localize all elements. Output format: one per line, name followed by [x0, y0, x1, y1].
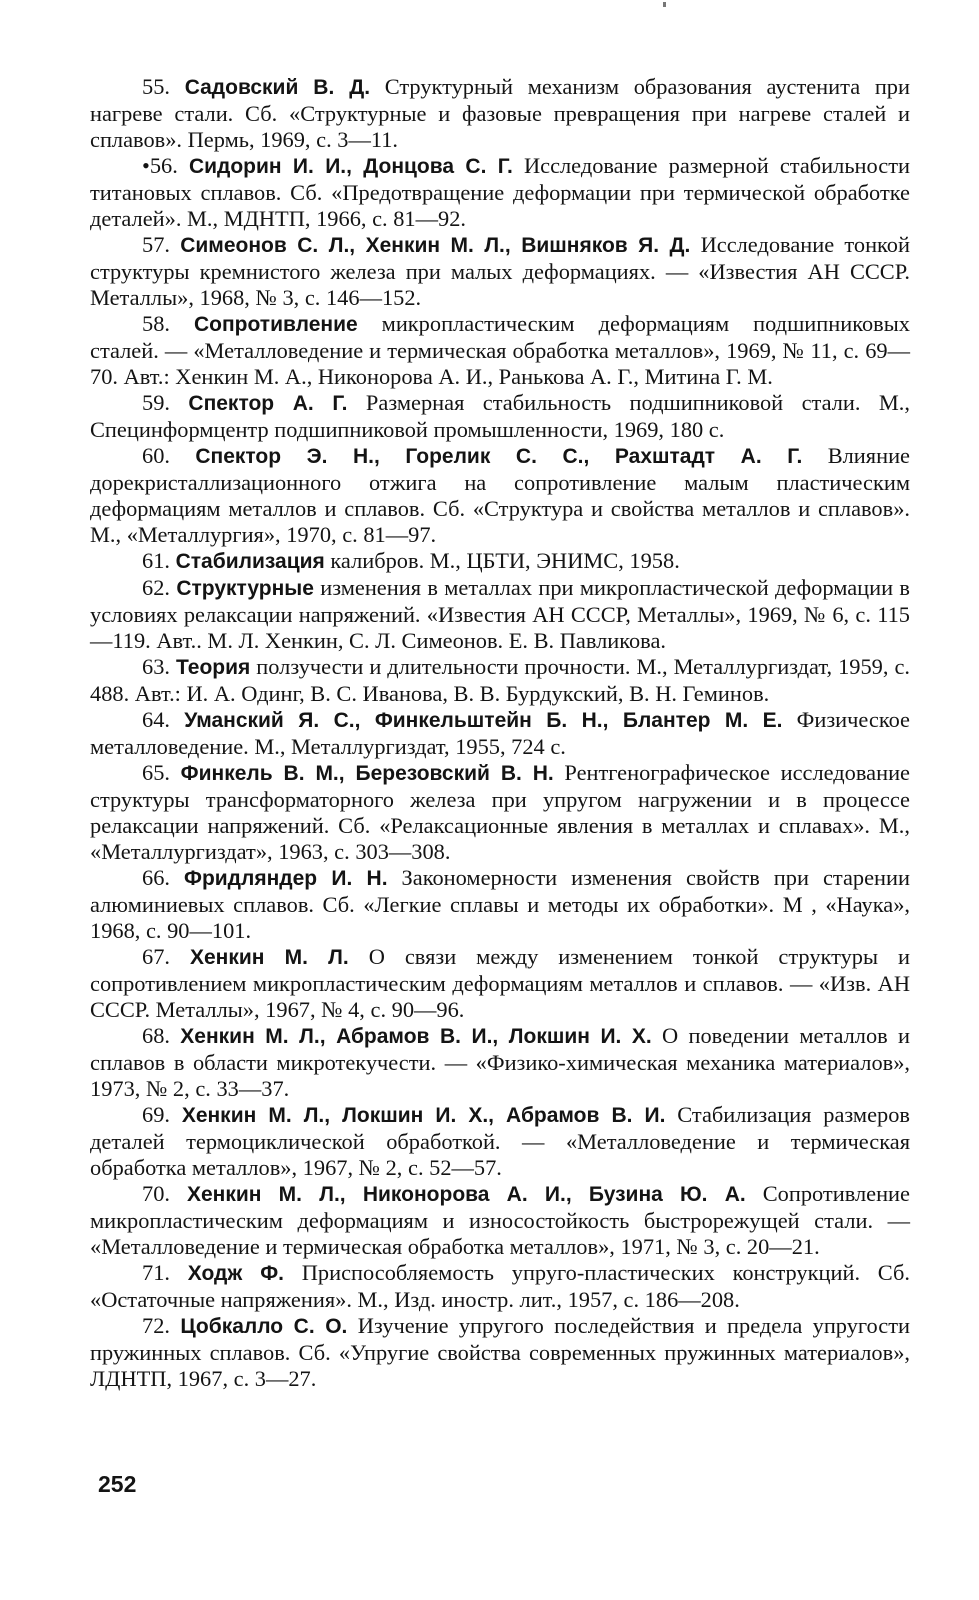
reference-entry [90, 575, 910, 654]
reference-entry [90, 1260, 910, 1313]
reference-list [90, 74, 910, 1392]
reference-entry [90, 760, 910, 865]
scan-speck [663, 2, 666, 7]
reference-author: Стабилизация [175, 550, 325, 573]
reference-entry [90, 1181, 910, 1260]
reference-text: Приспособляемость упруго-пластических конструкций. Сб. «Остаточные напряжения». М., Изд. иностр. лит., 1957, с. 186—208. [90, 1260, 910, 1312]
reference-author: Хенкин М. Л., Никонорова А. И., Бузина Ю. А. [186, 1183, 746, 1206]
reference-number: 57. [142, 232, 170, 257]
reference-text: Размерная стабильность подшипниковой стали. М., Специнформцентр подшипниковой промышленности, 1969, 180 с. [90, 390, 910, 442]
reference-entry [90, 654, 910, 707]
reference-number: 55. [142, 74, 170, 99]
reference-number: 65. [142, 760, 170, 785]
reference-entry [90, 311, 910, 390]
reference-text: Исследование размерной стабильности титановых сплавов. Сб. «Предотвращение деформации при термической обработке деталей». М., МДНТП, 1966, с. 81—92. [90, 153, 910, 231]
reference-author: Цобкалло С. О. [180, 1315, 348, 1338]
reference-text: калибров. М., ЦБТИ, ЭНИМС, 1958. [324, 548, 680, 573]
reference-author: Спектор А. Г. [188, 392, 348, 415]
reference-number: 71. [142, 1260, 170, 1285]
reference-author: Теория [176, 656, 251, 679]
reference-number: 59. [142, 390, 170, 415]
reference-author: Хенкин М. Л., Локшин И. Х., Абрамов В. И. [181, 1104, 666, 1127]
reference-number: •56. [142, 153, 178, 178]
reference-entry [90, 865, 910, 944]
reference-entry [90, 443, 910, 548]
reference-text: Изучение упругого последействия и предела упругости пружинных сплавов. Сб. «Упругие свойства современных пружинных материалов», ЛДНТП, 1967, с. 3—27. [90, 1313, 910, 1391]
reference-author: Структурные [176, 577, 314, 600]
reference-number: 64. [142, 707, 170, 732]
reference-entry [90, 232, 910, 311]
reference-text: Сопротивление микропластическим деформациям и износостойкость быстрорежущей стали. — «Металловедение и термическая обработка металлов», 1971, № 3, с. 20—21. [90, 1181, 910, 1259]
reference-text: изменения в металлах при микропластической деформации в условиях релаксации напряжений. «Известия АН СССР, Металлы», 1969, № 6, с. 115—119. Авт.. М. Л. Хенкин, С. Л. Симеонов. Е. В. Павликова. [90, 575, 910, 653]
reference-number: 60. [142, 443, 170, 468]
reference-author: Спектор Э. Н., Горелик С. С., Рахштадт А. Г. [195, 445, 803, 468]
reference-entry [90, 548, 910, 575]
reference-entry [90, 390, 910, 443]
reference-text: Структурный механизм образования аустенита при нагреве стали. Сб. «Структурные и фазовые превращения при нагреве сталей и сплавов». Пермь, 1969, с. 3—11. [90, 74, 910, 152]
reference-entry [90, 1023, 910, 1102]
reference-entry [90, 944, 910, 1023]
reference-text: О связи между изменением тонкой структуры и сопротивлением микропластическим деформациям металлов и сплавов. — «Изв. АН СССР. Металлы», 1967, № 4, с. 90—96. [90, 944, 910, 1022]
reference-text: Исследование тонкой структуры кремнистого железа при малых деформациях. — «Известия АН СССР. Металлы», 1968, № 3, с. 146—152. [90, 232, 910, 310]
reference-text: Рентгенографическое исследование структуры трансформаторного железа при упругом нагружении и в процессе релаксации напряжений. Сб. «Релаксационные явления в металлах и сплавах». М., «Металлургиздат», 1963, с. 303—308. [90, 760, 910, 864]
reference-number: 69. [142, 1102, 170, 1127]
reference-number: 63. [142, 654, 170, 679]
reference-entry [90, 74, 910, 153]
reference-entry [90, 1313, 910, 1392]
reference-author: Уманский Я. С., Финкельштейн Б. Н., Блантер М. Е. [184, 709, 783, 732]
reference-text: микропластическим деформациям подшипниковых сталей. — «Металловедение и термическая обработка металлов», 1969, № 11, с. 69—70. Авт.: Хенкин М. А., Никонорова А. И., Ранькова А. Г., Митина Г. М. [90, 311, 910, 389]
reference-number: 68. [142, 1023, 170, 1048]
reference-text: О поведении металлов и сплавов в области микротекучести. — «Физико-химическая механика материалов», 1973, № 2, с. 33—37. [90, 1023, 910, 1101]
reference-author: Симеонов С. Л., Хенкин М. Л., Вишняков Я. Д. [180, 234, 691, 257]
reference-number: 67. [142, 944, 170, 969]
reference-author: Хенкин М. Л., Абрамов В. И., Локшин И. Х. [180, 1025, 652, 1048]
reference-author: Садовский В. Д. [184, 76, 371, 99]
reference-number: 62. [142, 575, 170, 600]
reference-author: Хенкин М. Л. [189, 946, 349, 969]
reference-number: 58. [142, 311, 170, 336]
reference-number: 72. [142, 1313, 170, 1338]
reference-number: 70. [142, 1181, 170, 1206]
reference-entry [90, 707, 910, 760]
page-number: 252 [98, 1471, 137, 1497]
reference-text: Стабилизация размеров деталей термоциклической обработкой. — «Металловедение и термическая обработка металлов», 1967, № 2, с. 52—57. [90, 1102, 910, 1180]
reference-text: ползучести и длительности прочности. М., Металлургиздат, 1959, с. 488. Авт.: И. А. Одинг, В. С. Иванова, В. В. Бурдукский, В. Н. Геминов. [90, 654, 910, 706]
reference-author: Сидорин И. И., Донцова С. Г. [188, 155, 513, 178]
reference-number: 61. [142, 548, 170, 573]
reference-author: Сопротивление [194, 313, 358, 336]
reference-number: 66. [142, 865, 170, 890]
reference-entry [90, 1102, 910, 1181]
bibliography-page [90, 74, 910, 1392]
reference-author: Ходж Ф. [187, 1262, 284, 1285]
reference-text: Закономерности изменения свойств при старении алюминиевых сплавов. Сб. «Легкие сплавы и методы их обработки». М , «Наука», 1968, с. 90—101. [90, 865, 910, 943]
reference-author: Финкель В. М., Березовский В. Н. [180, 762, 554, 785]
reference-author: Фридляндер И. Н. [184, 867, 388, 890]
reference-entry [90, 153, 910, 232]
reference-text: Влияние дорекристаллизационного отжига на сопротивление малым пластическим деформациям металлов и сплавов. Сб. «Структура и свойства металлов и сплавов». М., «Металлургия», 1970, с. 81—97. [90, 443, 910, 547]
reference-text: Физическое металловедение. М., Металлургиздат, 1955, 724 с. [90, 707, 910, 759]
